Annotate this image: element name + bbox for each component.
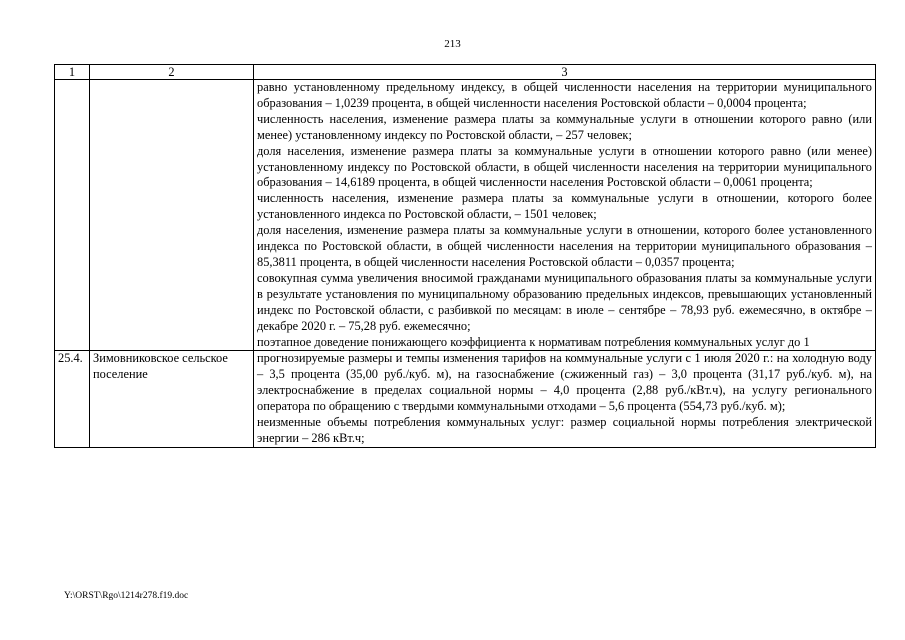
- description-cell: [254, 80, 876, 351]
- description-paragraph: поэтапное доведение понижающего коэффициента к нормативам потребления коммунальных услуг до 1: [257, 334, 810, 349]
- column-header-2: 2: [90, 65, 254, 80]
- description-paragraph: доля населения, изменение размера платы за коммунальные услуги в отношении которого равно (или менее) установленному индексу по Ростовской области, в общей численности населения на территории муниципального образования – 14,6189 процента, в общей численности населения Ростовской области – 0,0061 процента;: [257, 143, 872, 190]
- description-paragraph: численность населения, изменение размера платы за коммунальные услуги в отношении которого равно (или менее) установленному индексу по Ростовской области, – 257 человек;: [257, 111, 872, 142]
- description-paragraph: совокупная сумма увеличения вносимой гражданами муниципального образования платы за коммунальные услуги в результате установления по муниципальному образованию предельных индексов, превышающих установленный индекс по Ростовской области, с разбивкой по месяцам: в июле – сентябре – 78,93 руб. ежемесячно, в октябре – декабре 2020 г. – 75,28 руб. ежемесячно;: [257, 270, 872, 333]
- description-paragraph: численность населения, изменение размера платы за коммунальные услуги в отношении, которого более установленного индекса по Ростовской области, – 1501 человек;: [257, 191, 872, 222]
- description-paragraph: доля населения, изменение размера платы за коммунальные услуги в отношении, которого более установленного индекса по Ростовской области, в общей численности населения на территории муниципального образования – 85,3811 процента, в общей численности населения Ростовской области – 0,0357 процента;: [257, 223, 872, 269]
- column-header-1: 1: [55, 65, 90, 80]
- document-table: [54, 64, 876, 448]
- table-row: [55, 80, 876, 351]
- description-paragraph: прогнозируемые размеры и темпы изменения тарифов на коммунальные услуги с 1 июля 2020 г.: на холодную воду – 3,5 процента (35,00 руб./куб. м), на газоснабжение (сжиженный газ) – 3,0 процента (31,17 руб./куб. м), на электроснабжение в пределах социальной нормы – 4,0 процента (2,88 руб./кВт.ч), на услугу регионального оператора по обращению с твердыми коммунальными отходами – 5,6 процента (554,73 руб./куб. м);: [257, 351, 872, 414]
- column-header-3: 3: [254, 65, 876, 80]
- row-number-cell: 25.4.: [55, 351, 90, 447]
- file-path-footer: Y:\ORST\Rgo\1214r278.f19.doc: [64, 591, 189, 601]
- table-row: [55, 351, 876, 447]
- table-header-row: [55, 65, 876, 80]
- description-paragraph: неизменные объемы потребления коммунальных услуг: размер социальной нормы потребления электрической энергии – 286 кВт.ч;: [257, 415, 872, 445]
- description-cell: [254, 351, 876, 447]
- municipality-name-cell: Зимовниковское сельское поселение: [90, 351, 254, 447]
- page-number: 213: [444, 38, 461, 50]
- row-number-cell: [55, 80, 90, 351]
- municipality-name-cell: [90, 80, 254, 351]
- description-paragraph: равно установленному предельному индексу, в общей численности населения на территории муниципального образования – 1,0239 процента, в общей численности населения Ростовской области – 0,0004 процента;: [257, 80, 872, 110]
